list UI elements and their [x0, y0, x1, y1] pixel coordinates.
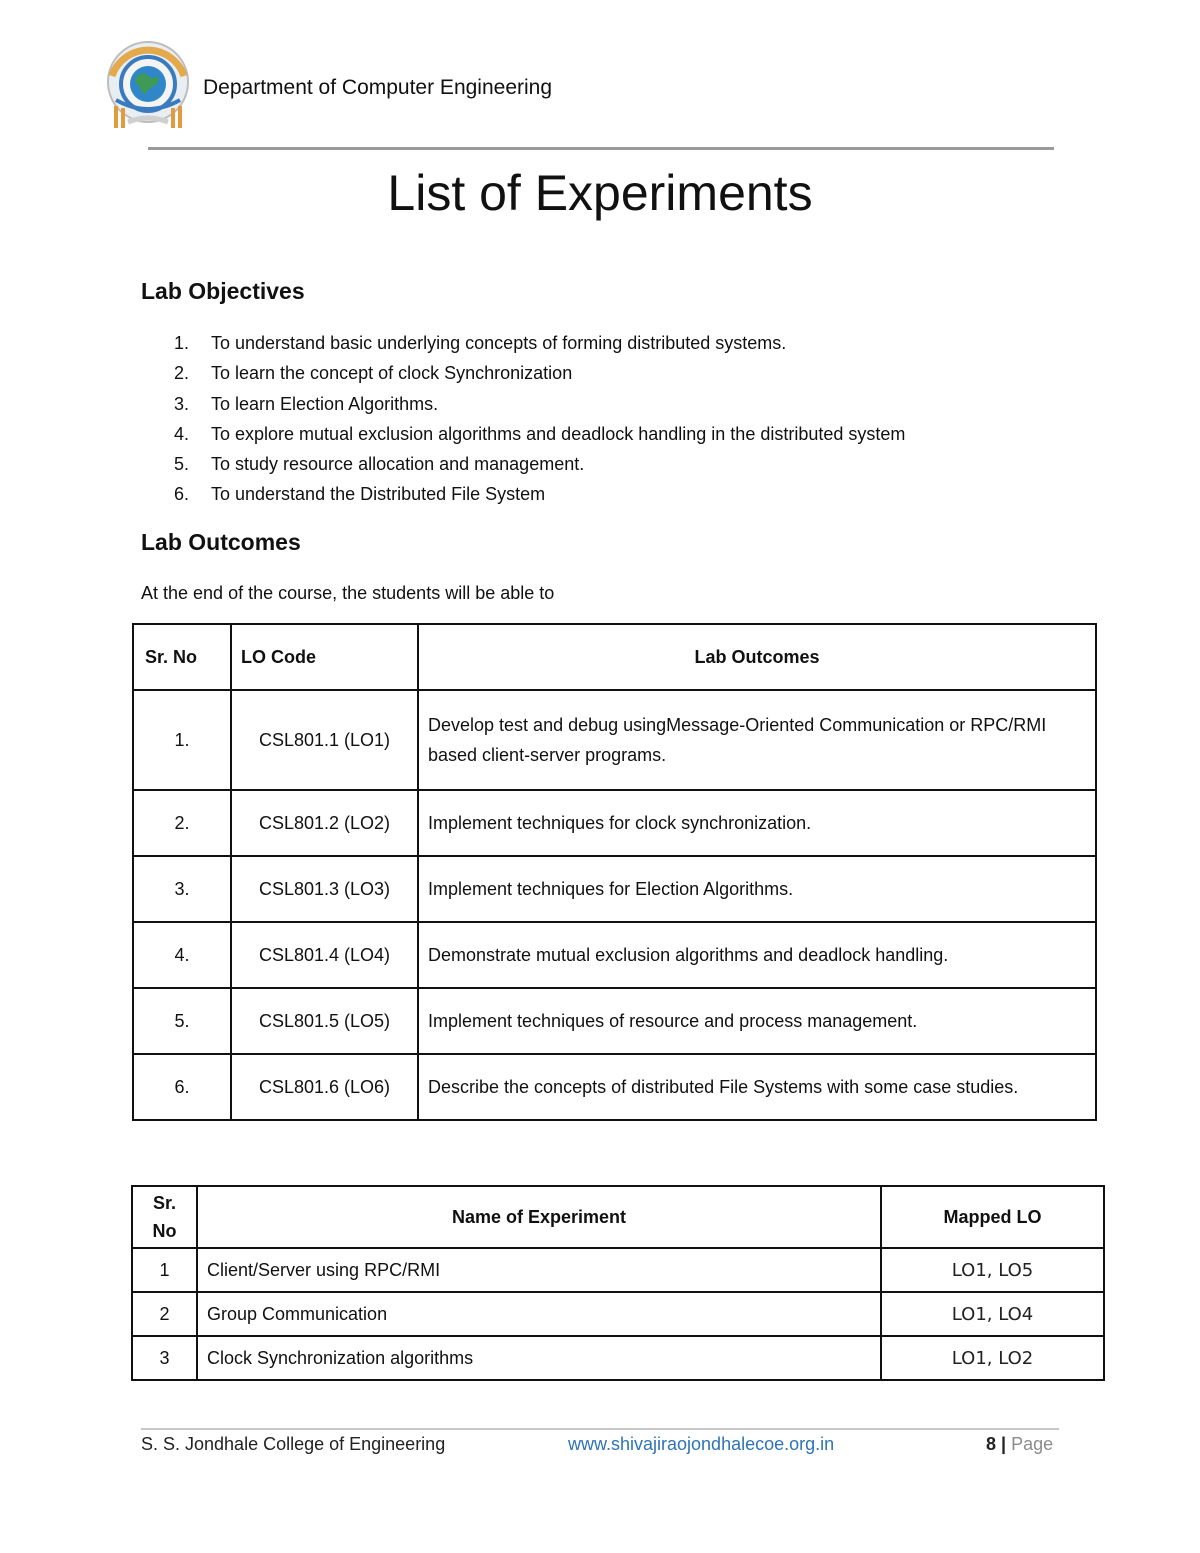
outcome-cell: Implement techniques of resource and process management.	[418, 988, 1096, 1054]
list-item: 6. To understand the Distributed File System	[174, 484, 546, 505]
table-row	[132, 1248, 1104, 1292]
list-item: 2. To learn the concept of clock Synchronization	[174, 363, 573, 384]
column-header: LO Code	[231, 624, 418, 690]
table-header-row	[132, 1186, 1104, 1248]
table-row	[132, 1336, 1104, 1380]
table-row	[133, 1054, 1096, 1120]
sr-cell: 3	[132, 1336, 197, 1380]
sr-cell: 3.	[133, 856, 231, 922]
lab-outcomes-table	[132, 623, 1097, 1121]
lo-code-cell: CSL801.1 (LO1)	[231, 690, 418, 790]
outcome-cell: Implement techniques for clock synchronization.	[418, 790, 1096, 856]
lo-code-cell: CSL801.5 (LO5)	[231, 988, 418, 1054]
outcome-cell: Implement techniques for Election Algorithms.	[418, 856, 1096, 922]
page-title: List of Experiments	[387, 165, 813, 221]
sr-cell: 5.	[133, 988, 231, 1054]
experiment-name-cell: Clock Synchronization algorithms	[197, 1336, 881, 1380]
table-row	[133, 690, 1096, 790]
page-separator: |	[1001, 1434, 1007, 1454]
column-header: Mapped LO	[881, 1186, 1104, 1248]
table-row	[133, 922, 1096, 988]
sr-cell: 1.	[133, 690, 231, 790]
table-header-row	[133, 624, 1096, 690]
lo-code-cell: CSL801.2 (LO2)	[231, 790, 418, 856]
department-name: Department of Computer Engineering	[203, 76, 553, 99]
lab-objectives-list	[174, 330, 905, 512]
sr-cell: 1	[132, 1248, 197, 1292]
table-row	[133, 790, 1096, 856]
column-header: Lab Outcomes	[418, 624, 1096, 690]
mapped-lo-cell: LO1, LO2	[881, 1336, 1104, 1380]
college-logo	[98, 36, 198, 136]
list-item: 3. To learn Election Algorithms.	[174, 393, 439, 414]
mapped-lo-cell: LO1, LO5	[881, 1248, 1104, 1292]
page-label: Page	[1011, 1434, 1054, 1454]
lo-code-cell: CSL801.4 (LO4)	[231, 922, 418, 988]
table-row	[133, 988, 1096, 1054]
sr-cell: 4.	[133, 922, 231, 988]
sr-cell: 2	[132, 1292, 197, 1336]
outcome-cell: Develop test and debug usingMessage-Oriented Communication or RPC/RMI based client-server programs.	[418, 690, 1096, 790]
list-item: 5. To study resource allocation and management.	[174, 454, 585, 475]
page-number: 8	[986, 1434, 997, 1454]
footer-college-name: S. S. Jondhale College of Engineering	[141, 1434, 446, 1454]
footer-website-link[interactable]: www.shivajiraojondhalecoe.org.in	[568, 1434, 835, 1454]
lab-outcomes-intro: At the end of the course, the students will be able to	[141, 583, 555, 603]
experiment-name-cell: Client/Server using RPC/RMI	[197, 1248, 881, 1292]
header-divider	[148, 147, 1054, 150]
column-header: Sr. No	[132, 1186, 197, 1248]
experiments-table	[131, 1185, 1105, 1381]
mapped-lo-cell: LO1, LO4	[881, 1292, 1104, 1336]
list-item: 4. To explore mutual exclusion algorithms and deadlock handling in the distributed system	[174, 423, 906, 444]
lo-code-cell: CSL801.6 (LO6)	[231, 1054, 418, 1120]
outcome-cell: Describe the concepts of distributed File Systems with some case studies.	[418, 1054, 1096, 1120]
sr-cell: 6.	[133, 1054, 231, 1120]
table-row	[132, 1292, 1104, 1336]
table-row	[133, 856, 1096, 922]
outcome-cell: Demonstrate mutual exclusion algorithms and deadlock handling.	[418, 922, 1096, 988]
column-header: Sr. No	[133, 624, 231, 690]
lo-code-cell: CSL801.3 (LO3)	[231, 856, 418, 922]
list-item: 1. To understand basic underlying concepts of forming distributed systems.	[174, 333, 787, 353]
footer-divider	[141, 1428, 1059, 1430]
footer-page-indicator	[986, 1434, 1053, 1455]
experiment-name-cell: Group Communication	[197, 1292, 881, 1336]
column-header: Name of Experiment	[197, 1186, 881, 1248]
sr-cell: 2.	[133, 790, 231, 856]
lab-objectives-heading: Lab Objectives	[141, 278, 305, 304]
lab-outcomes-heading: Lab Outcomes	[141, 529, 301, 555]
